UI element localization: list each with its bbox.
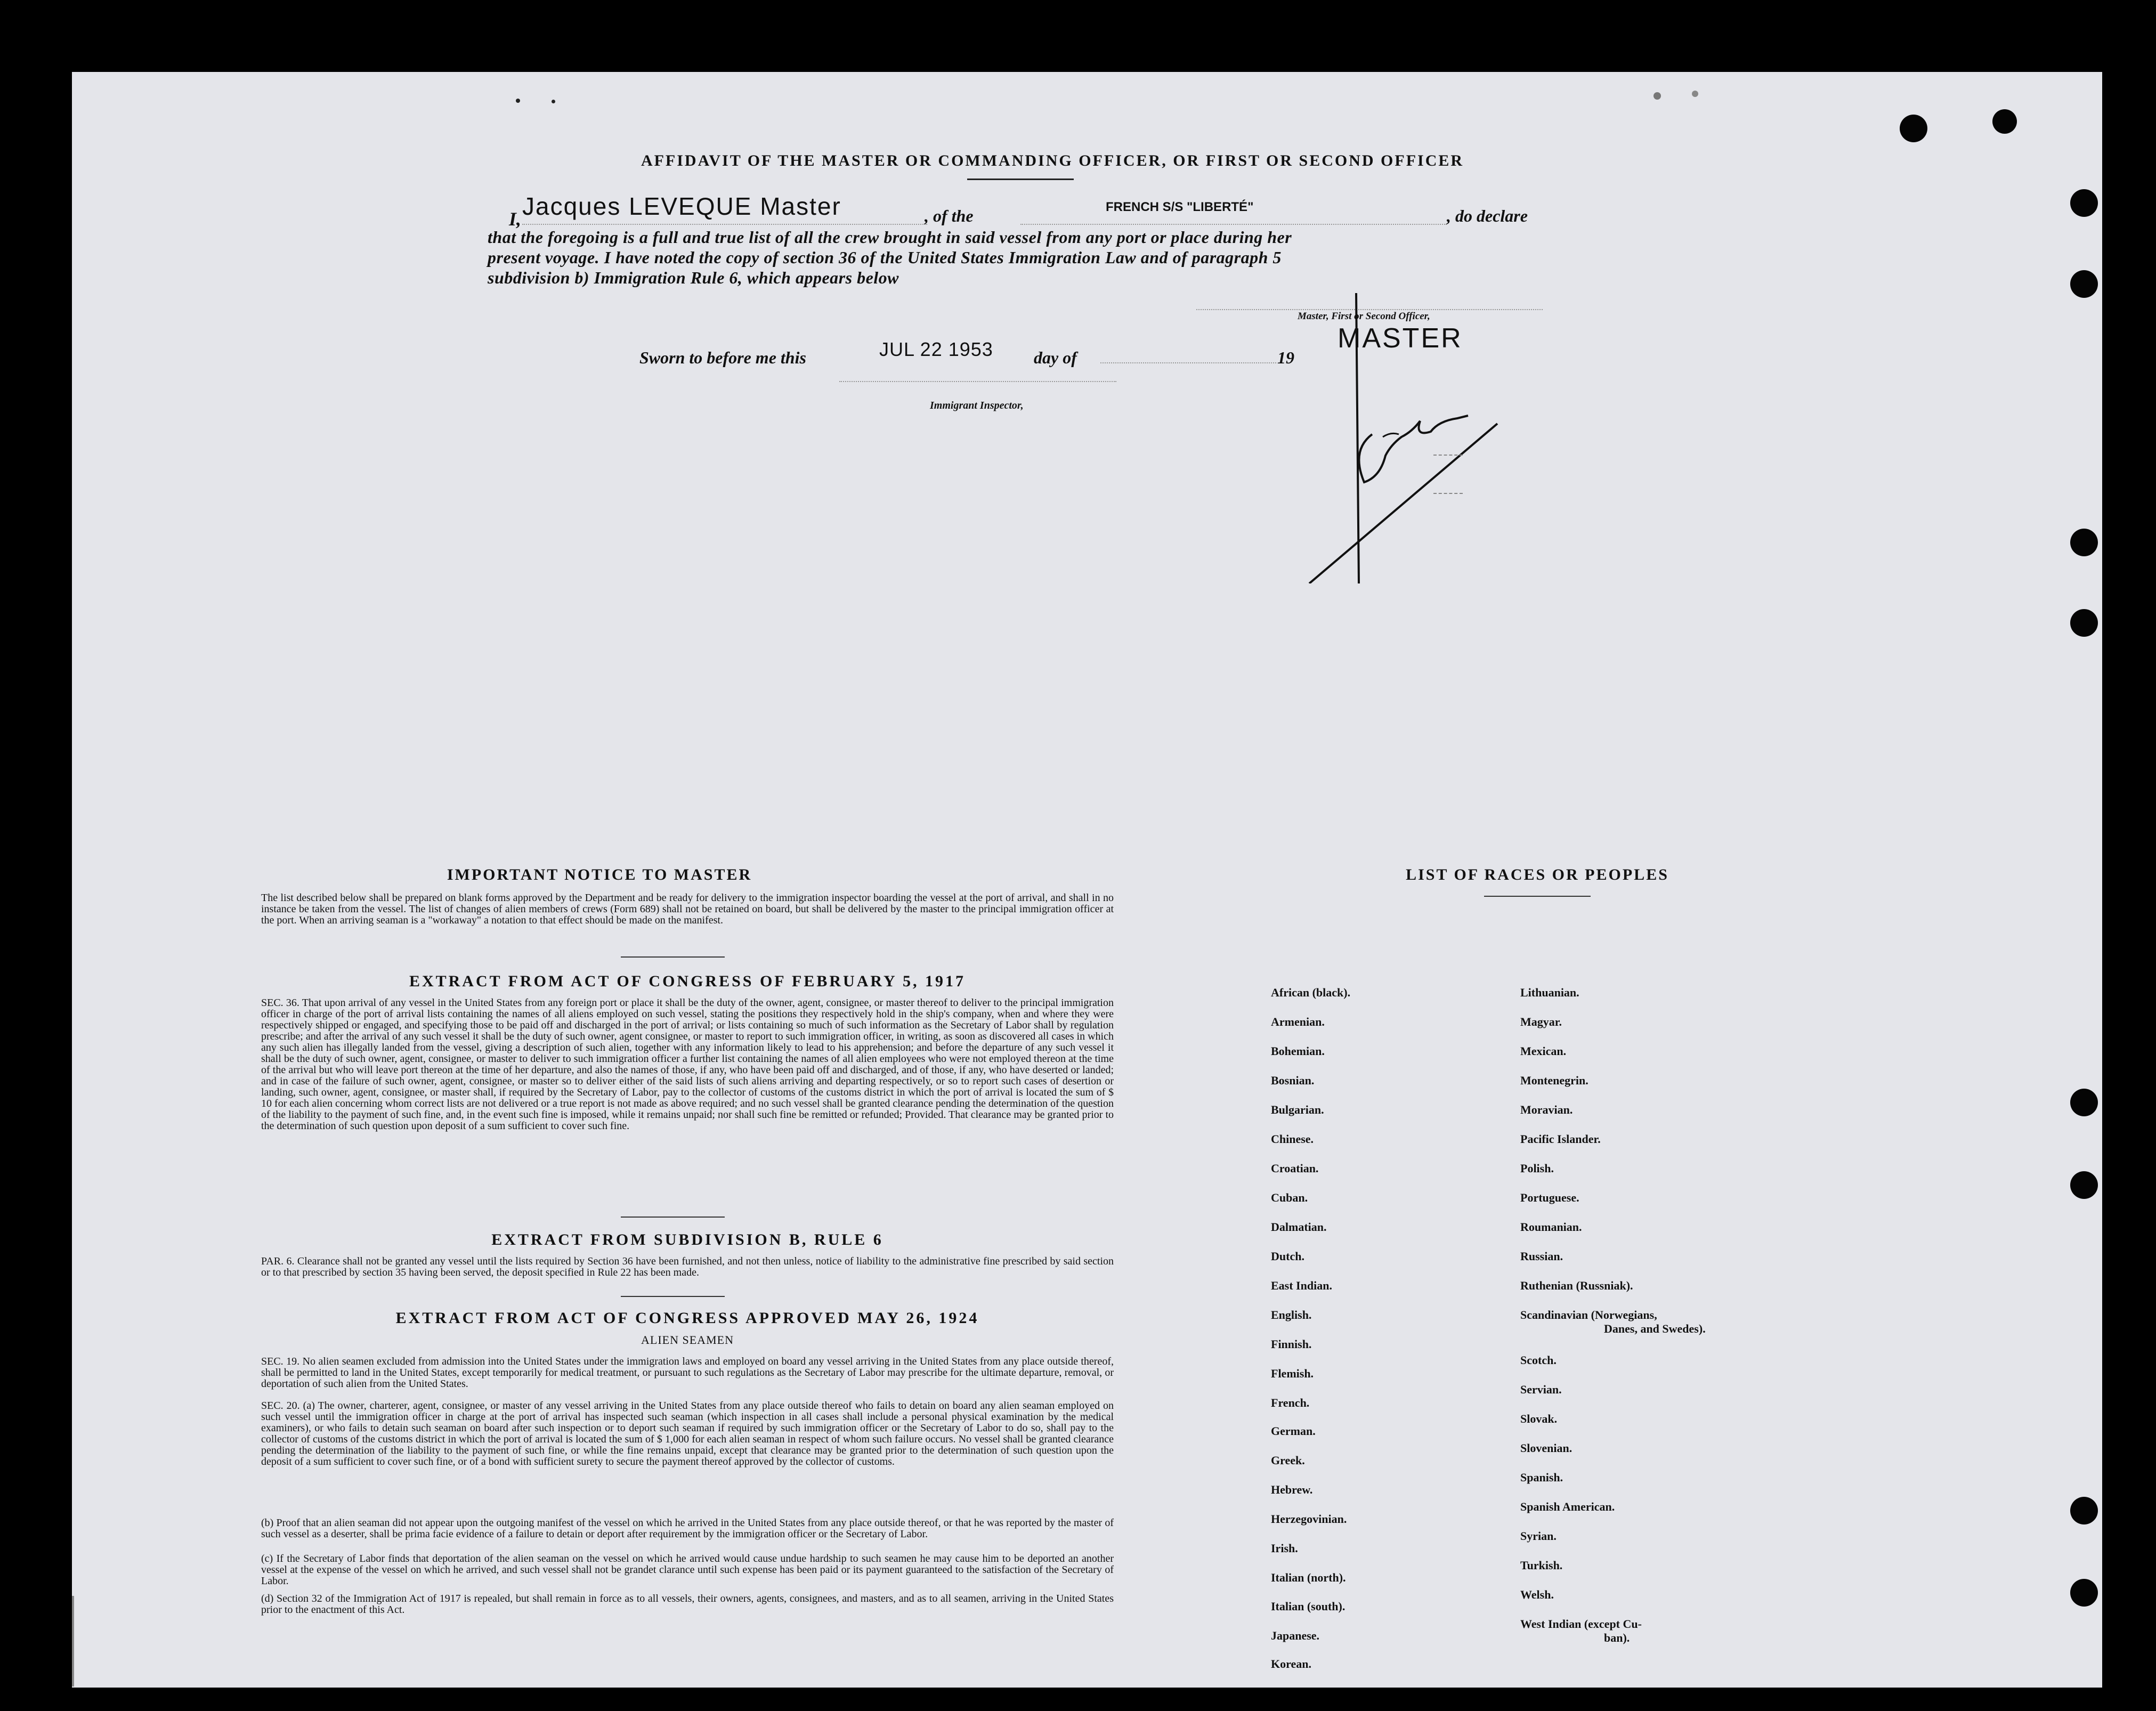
- race-item: Italian (south).: [1271, 1600, 1346, 1613]
- race-item: Flemish.: [1271, 1367, 1314, 1380]
- officer-stamp: MASTER: [1338, 323, 1463, 354]
- page-edge-mark: [72, 1596, 74, 1686]
- punch-hole: [2070, 1089, 2098, 1116]
- race-item: Dutch.: [1271, 1250, 1304, 1263]
- race-item: Portuguese.: [1520, 1191, 1579, 1204]
- dash-mark: [1433, 493, 1463, 494]
- race-item: French.: [1271, 1396, 1310, 1409]
- race-item: East Indian.: [1271, 1279, 1332, 1292]
- race-item: Russian.: [1520, 1250, 1563, 1263]
- race-item: Dalmatian.: [1271, 1220, 1327, 1234]
- race-item: Moravian.: [1520, 1103, 1573, 1116]
- rule: [1484, 896, 1591, 897]
- race-item: Pacific Islander.: [1520, 1132, 1601, 1146]
- race-item: Lithuanian.: [1520, 986, 1579, 999]
- act1924-sec20d: (d) Section 32 of the Immigration Act of 1917 is repealed, but shall remain in force as to all vessels, their owners, agents, consignees, and masters, and as to all seamen, arriving in the United States prior to the enactment of this Act.: [261, 1593, 1114, 1616]
- notice-title: IMPORTANT NOTICE TO MASTER: [447, 866, 752, 883]
- affidavit-line-4: subdivision b) Immigration Rule 6, which appears below: [488, 268, 899, 287]
- race-item: Herzegovinian.: [1271, 1512, 1347, 1526]
- officer-label: Master, First or Second Officer,: [1298, 311, 1430, 322]
- speck: [552, 100, 555, 103]
- race-item: Bohemian.: [1271, 1044, 1325, 1058]
- race-item: Irish.: [1271, 1542, 1298, 1555]
- race-item: Spanish American.: [1520, 1500, 1615, 1513]
- punch-hole: [2070, 1497, 2098, 1525]
- punch-hole: [2070, 529, 2098, 556]
- affidavit-line-2: that the foregoing is a full and true list of all the crew brought in said vessel from any port or place during her: [488, 228, 1292, 247]
- act1917-body: SEC. 36. That upon arrival of any vessel in the United States from any foreign port or place it shall be the duty of the owner, agent, consignee, or master thereof to deliver to the principal immigration officer in charge of the port of arrival lists containing the names of all aliens employed on such vessel, stating the positions they respectively hold in the ship's company, when and where they were respectively shipped or engaged, and specifying those to be paid off and discharged in the port of arrival; or lists containing so much of such information as the Secretary of Labor shall by regulation prescribe; and after the arrival of any such vessel it shall be the duty of such owner, agent consignee, or master to report to such immigration officer, in writing, as soon as discovered all cases in which any such alien has illegally landed from the vessel, giving a description of such alien, together with any information likely to lead to his apprehension; and before the departure of any such vessel it shall be the duty of such owner, agent, consignee, or master to deliver to such immigration officer a further list containing the names of all alien employees who were not employed thereon at the time of the arrival but who will leave port thereon at the time of her departure, and also the names of those, if any, who have been paid off and discharged, and of those, if any, who have deserted or landed; and in case of the failure of such owner, agent, consignee, or master so to deliver either of the said lists of such aliens arriving and departing respectively, or so to report such cases of desertion or landing, such owner, agent, consignee, or master shall, if required by the Secretary of Labor, pay to the collector of customs of the customs district in which the port of arrival is located the sum of $ 10 for each alien concerning whom correct lists are not delivered or a true report is not made as above required; and no such vessel shall be granted clearance pending the determination of the question of the liability to the payment of such fine, and, in the event such fine is imposed, while it remains unpaid; nor shall such fine be remitted or refunded; Provided. That clearance may be granted prior to the determination of such question upon deposit of a sum sufficient to cover such fine.: [261, 997, 1114, 1132]
- punch-hole: [2070, 609, 2098, 637]
- speck: [1654, 92, 1661, 100]
- races-title: LIST OF RACES OR PEOPLES: [1406, 866, 1669, 883]
- vessel-line: [1020, 224, 1447, 225]
- inspector-label: Immigrant Inspector,: [930, 400, 1024, 411]
- dash-mark: [1433, 455, 1463, 456]
- date-stamp: JUL 22 1953: [879, 338, 993, 360]
- race-item: Finnish.: [1271, 1337, 1312, 1351]
- race-item: Hebrew.: [1271, 1483, 1313, 1496]
- rule6-body: PAR. 6. Clearance shall not be granted any vessel until the lists required by Section 36 have been furnished, and not then unless, notice of liability to the administrative fine prescribed by said section or to that prescribed by section 35 having been served, the deposit specified in Rule 22 has been made.: [261, 1255, 1114, 1278]
- name-line: [522, 224, 927, 225]
- race-item: Korean.: [1271, 1657, 1311, 1671]
- document-page: [72, 72, 2102, 1688]
- punch-hole: [2070, 1579, 2098, 1607]
- rule: [621, 956, 725, 958]
- act1924-sec20c: (c) If the Secretary of Labor finds that deportation of the alien seaman on the vessel on which he arrived would cause undue hardship to such seamen he may cause him to be deported an another vessel at the expense of the vessel on which he arrived, and such vessel shall not be grandet clarance until such expense has been paid or its payment guaranteed to the satisfaction of the Secretary of Labor.: [261, 1553, 1114, 1587]
- act1924-sec20a: SEC. 20. (a) The owner, charterer, agent, consignee, or master of any vessel arriving in the United States from any place outside thereof who fails to detain on board any alien seaman employed on such vessel until the immigration officer in charge at the port of arrival has inspected such seaman (which inspection in all cases shall include a personal physical examination by the medical examiners), or who fails to detain such seaman on board after such inspection or to deport such seaman if required by such immigration officer or the Secretary of Labor to do so, shall pay to the collector of customs of the customs district in which the port of arrival is located the sum of $ 1,000 for each alien seaman in respect of whom such failure occurs. No vessel shall be granted clearance pending the determination of the liability to the payment of such fine, or while the fine remains unpaid, except that clearance may be granted prior to the determination of such question upon the deposit of a sum sufficient to cover such fine, or of a bond with sufficient surety to secure the payment thereof approved by the collector of customs.: [261, 1400, 1114, 1467]
- race-item: Armenian.: [1271, 1015, 1325, 1028]
- race-item: German.: [1271, 1424, 1316, 1438]
- do-declare-text: , do declare: [1447, 206, 1528, 225]
- race-item: African (black).: [1271, 986, 1351, 999]
- year-text: 19: [1277, 348, 1294, 367]
- act1924-sec20b: (b) Proof that an alien seaman did not appear upon the outgoing manifest of the vessel on which he arrived in the United States from any place outside thereof, or that he was reported by the master of such vessel as a deserter, shall be prima facie evidence of a failure to detain or deport after requirement by the immigration officer or the Secretary of Labor.: [261, 1517, 1114, 1540]
- rule: [621, 1217, 725, 1218]
- race-item: Scotch.: [1520, 1353, 1557, 1367]
- act1924-subtitle: ALIEN SEAMEN: [641, 1333, 734, 1347]
- race-item: Greek.: [1271, 1454, 1305, 1467]
- race-item: Slovenian.: [1520, 1441, 1573, 1455]
- vessel-name: FRENCH S/S "LIBERTÉ": [1106, 200, 1254, 214]
- sworn-text: Sworn to before me this: [639, 348, 806, 367]
- punch-hole: [2070, 270, 2098, 298]
- affidavit-i: I,: [509, 208, 522, 230]
- speck: [1692, 91, 1698, 97]
- race-item: Magyar.: [1520, 1015, 1562, 1028]
- race-item: Japanese.: [1271, 1629, 1320, 1642]
- race-item: Cuban.: [1271, 1191, 1308, 1204]
- race-item: ban).: [1604, 1631, 1630, 1644]
- race-item: Croatian.: [1271, 1162, 1319, 1175]
- speck: [516, 99, 520, 103]
- signature-image: [1308, 293, 1596, 583]
- affidavit-heading: AFFIDAVIT OF THE MASTER OR COMMANDING OFFICER, OR FIRST OR SECOND OFFICER: [641, 152, 1464, 169]
- act1917-title: EXTRACT FROM ACT OF CONGRESS OF FEBRUARY 5, 1917: [409, 972, 966, 990]
- race-item: Spanish.: [1520, 1471, 1563, 1484]
- race-item: Danes, and Swedes).: [1604, 1322, 1706, 1335]
- race-item: Italian (north).: [1271, 1571, 1346, 1584]
- race-item: Chinese.: [1271, 1132, 1314, 1146]
- race-item: Mexican.: [1520, 1044, 1567, 1058]
- race-item: Ruthenian (Russniak).: [1520, 1279, 1633, 1292]
- rule6-title: EXTRACT FROM SUBDIVISION B, RULE 6: [491, 1231, 884, 1248]
- inspector-line: [839, 381, 1116, 382]
- race-item: Syrian.: [1520, 1529, 1557, 1543]
- day-of-text: day of: [1034, 348, 1077, 367]
- notice-body: The list described below shall be prepared on blank forms approved by the Department and be ready for delivery to the immigration inspector boarding the vessel at the port of arrival, and shall in no instance be taken from the vessel. The list of changes of alien members of crews (Form 689) shall not be retained on board, but shall be delivered by the master to the principal immigration officer at the port. When an arriving seaman is a "workaway" a notation to that effect should be made on the manifest.: [261, 892, 1114, 926]
- master-name: Jacques LEVEQUE Master: [522, 192, 841, 220]
- act1924-title: EXTRACT FROM ACT OF CONGRESS APPROVED MAY 26, 1924: [395, 1309, 979, 1327]
- race-item: Polish.: [1520, 1162, 1554, 1175]
- race-item: Montenegrin.: [1520, 1074, 1588, 1087]
- race-item: Servian.: [1520, 1383, 1562, 1396]
- race-item: Welsh.: [1520, 1588, 1554, 1601]
- race-item: English.: [1271, 1308, 1312, 1321]
- affidavit-line-3: present voyage. I have noted the copy of section 36 of the United States Immigration Law and of paragraph 5: [488, 248, 1282, 267]
- race-item: Turkish.: [1520, 1559, 1563, 1572]
- rule: [621, 1296, 725, 1297]
- race-item: Bosnian.: [1271, 1074, 1315, 1087]
- act1924-sec19: SEC. 19. No alien seamen excluded from admission into the United States under the immigration laws and employed on board any vessel arriving in the United States from any place outside thereof, shall be permitted to land in the United States, except temporarily for medical treatment, or pursuant to such regulations as the Secretary of Labor may prescribe for the ultimate departure, removal, or deportation of such alien from the United States.: [261, 1356, 1114, 1390]
- of-the-text: , of the: [925, 206, 974, 225]
- race-item: West Indian (except Cu-: [1520, 1617, 1642, 1631]
- heading-rule: [967, 179, 1074, 180]
- race-item: Slovak.: [1520, 1412, 1558, 1425]
- race-item: Roumanian.: [1520, 1220, 1582, 1234]
- day-line: [1100, 362, 1276, 363]
- punch-hole: [2070, 1171, 2098, 1199]
- punch-hole: [1900, 115, 1927, 142]
- race-item: Scandinavian (Norwegians,: [1520, 1308, 1657, 1321]
- race-item: Bulgarian.: [1271, 1103, 1324, 1116]
- punch-hole: [1992, 109, 2017, 134]
- punch-hole: [2070, 189, 2098, 217]
